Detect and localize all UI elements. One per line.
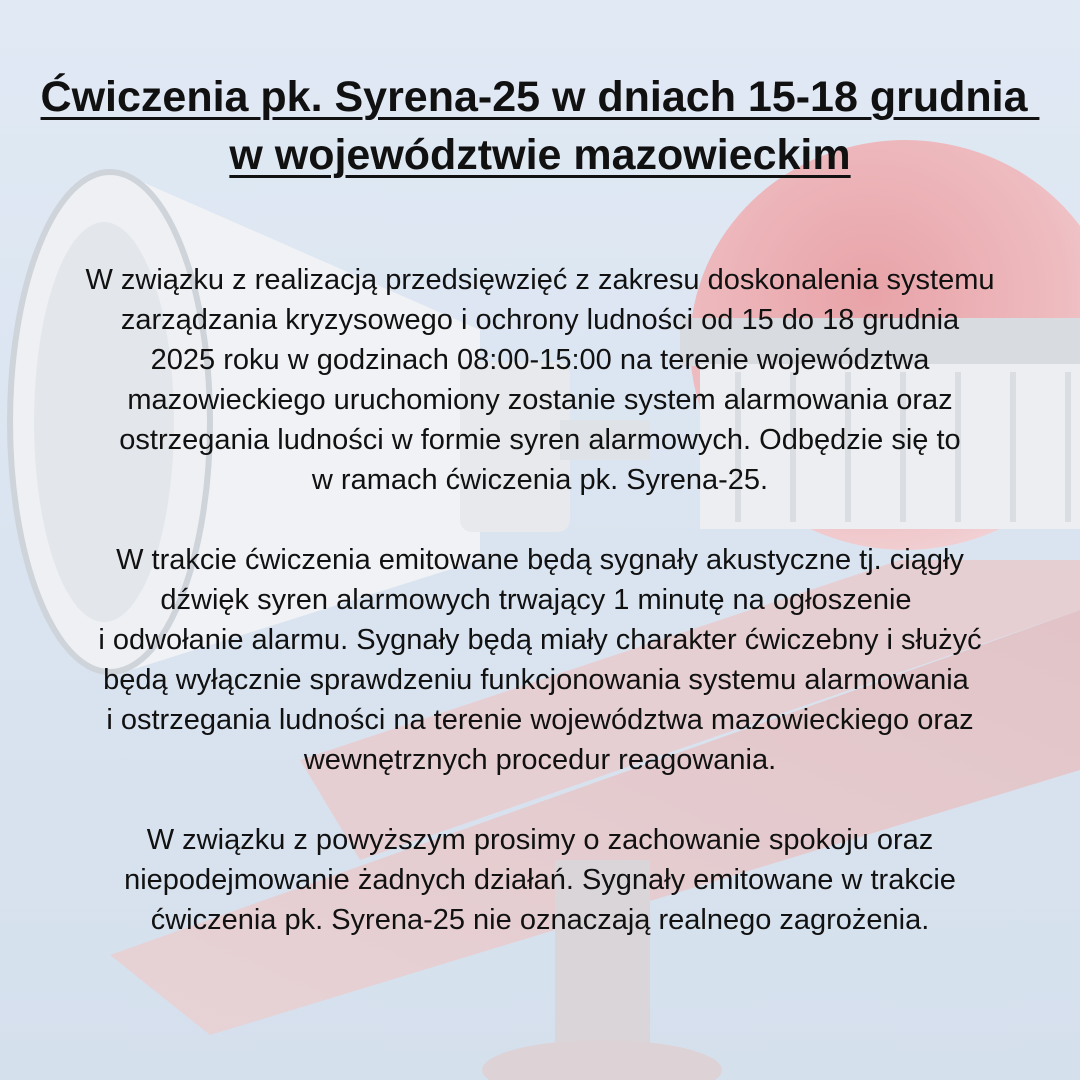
title-line-text: w województwie mazowieckim: [229, 131, 851, 179]
paragraph-line: dźwięk syren alarmowych trwający 1 minutę na ogłoszenie: [160, 584, 920, 616]
paragraph-line: W związku z powyższym prosimy o zachowanie spokoju oraz: [146, 824, 934, 856]
paragraph-line: i odwołanie alarmu. Sygnały będą miały charakter ćwiczebny i służyć: [98, 624, 982, 656]
paragraph-line: w ramach ćwiczenia pk. Syrena-25.: [311, 464, 769, 496]
paragraph-request: [0, 820, 1080, 940]
paragraph-signals: [0, 540, 1080, 780]
paragraph-announcement: [0, 260, 1080, 500]
paragraph-line: ostrzegania ludności w formie syren alarmowych. Odbędzie się to: [119, 424, 961, 456]
paragraph-line: zarządzania kryzysowego i ochrony ludności od 15 do 18 grudnia: [120, 304, 960, 336]
title-line: [0, 126, 1080, 184]
paragraph-line: mazowieckiego uruchomiony zostanie system alarmowania oraz: [127, 384, 953, 416]
paragraph-line: będą wyłącznie sprawdzeniu funkcjonowania systemu alarmowania: [103, 664, 977, 696]
paragraph-line: wewnętrznych procedur reagowania.: [303, 744, 777, 776]
title-line: [0, 68, 1080, 126]
paragraph-line: niepodejmowanie żadnych działań. Sygnały emitowane w trakcie: [124, 864, 956, 896]
announcement-body: [0, 260, 1080, 980]
paragraph-line: 2025 roku w godzinach 08:00-15:00 na terenie województwa: [150, 344, 930, 376]
page-title: [0, 68, 1080, 184]
paragraph-line: i ostrzegania ludności na terenie województwa mazowieckiego oraz: [106, 704, 974, 736]
paragraph-line: W związku z realizacją przedsięwzięć z zakresu doskonalenia systemu: [85, 264, 995, 296]
paragraph-line: W trakcie ćwiczenia emitowane będą sygnały akustyczne tj. ciągły: [116, 544, 964, 576]
title-line-text: Ćwiczenia pk. Syrena-25 w dniach 15-18 grudnia: [40, 73, 1040, 121]
paragraph-line: ćwiczenia pk. Syrena-25 nie oznaczają realnego zagrożenia.: [150, 904, 930, 936]
